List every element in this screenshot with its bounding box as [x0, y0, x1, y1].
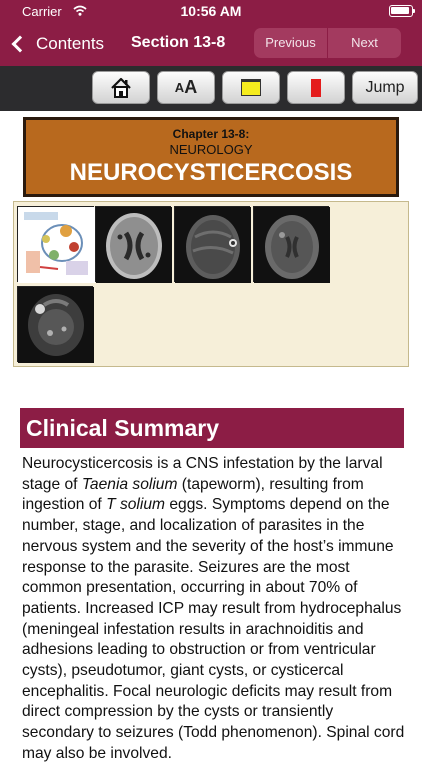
back-button[interactable] [10, 30, 104, 58]
mri-thumbnail-1[interactable] [95, 206, 171, 282]
font-big-glyph: A [184, 77, 198, 97]
text-part: eggs. Symptoms depend on the number, stage, and localization of parasites in the nervous system and the severity of the host’s immune response to the parasite. Seizures are the most common presentation, occurring in about 70% of patients. Increased ICP may result from hydrocephalus (meningeal infestation results in arachnoiditis and adhesions leading to obstruction or from ventricular cysts), pseudotumor, giant cysts, or cysticercal encephalitis. Focal neurologic deficits may result from direct compression by the cysts or transiently secondary to seizures (Todd phenomenon). Spinal cord may also be involved. [22, 496, 405, 762]
toolbar [0, 66, 422, 111]
note-icon [241, 79, 261, 96]
battery-icon [389, 5, 413, 17]
text-part: Neurocysticercosis is a CNS infestation by the larval stage of [22, 455, 383, 493]
mri-thumbnail-2[interactable] [174, 206, 250, 282]
text-size-button[interactable] [157, 71, 215, 104]
jump-button[interactable]: Jump [352, 71, 418, 104]
back-label: Contents [36, 34, 105, 53]
status-bar [0, 0, 422, 22]
lifecycle-diagram-thumbnail[interactable] [17, 206, 94, 282]
mri-thumbnail-4[interactable] [17, 286, 93, 362]
brain-scan-icon [175, 207, 251, 283]
lifecycle-diagram-icon [18, 207, 95, 283]
text-part: (tapeworm), resulting from ingestion of [22, 475, 364, 514]
species-short-name: T solium [106, 496, 166, 514]
prev-next-segment [254, 28, 401, 58]
next-button[interactable]: Next [327, 28, 401, 58]
section-heading: Clinical Summary [20, 408, 404, 448]
species-name: Taenia solium [81, 475, 178, 493]
chevron-left-icon [12, 36, 29, 53]
home-icon [110, 77, 132, 99]
clinical-summary-text [22, 454, 408, 765]
brain-scan-icon [254, 207, 330, 283]
page-title: Section 13-8 [131, 34, 226, 51]
note-button[interactable] [222, 71, 280, 104]
navigation-bar [0, 22, 422, 66]
font-small-glyph: A [174, 80, 185, 95]
brain-scan-icon [96, 207, 172, 283]
chapter-header [23, 117, 399, 197]
chapter-specialty: NEUROLOGY [169, 142, 253, 157]
bookmark-icon [311, 79, 321, 97]
carrier-label: Carrier [22, 4, 62, 19]
home-button[interactable] [92, 71, 150, 104]
mri-thumbnail-3[interactable] [253, 206, 329, 282]
top-bar [0, 0, 422, 66]
image-gallery [13, 201, 409, 367]
clock: 10:56 AM [180, 3, 242, 19]
previous-button[interactable]: Previous [265, 35, 316, 50]
chapter-name: NEUROCYSTICERCOSIS [69, 159, 353, 186]
brain-scan-icon [18, 287, 94, 363]
bookmark-button[interactable] [287, 71, 345, 104]
chapter-number: Chapter 13-8: [172, 127, 250, 141]
